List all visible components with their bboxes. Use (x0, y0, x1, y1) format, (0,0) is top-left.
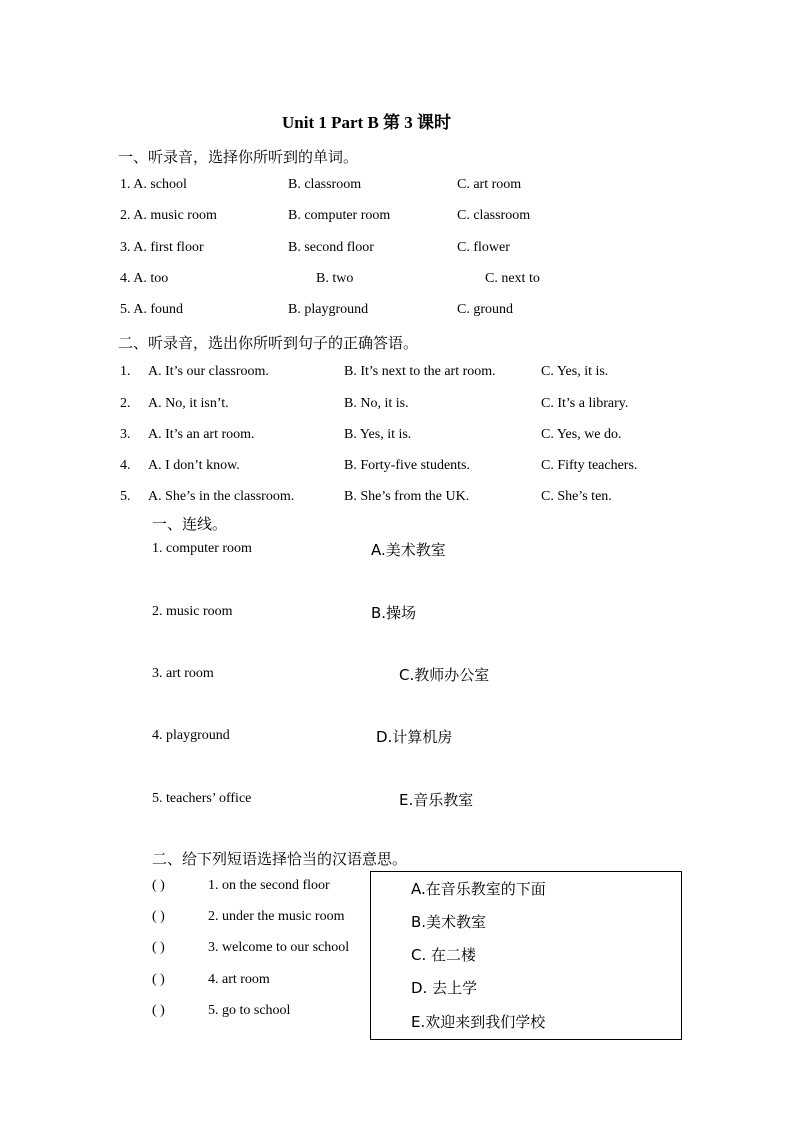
match-left-4: 4. playground (152, 728, 230, 743)
match-right-e: E.音乐教室 (399, 791, 474, 809)
s2-q2-option-a: A. No, it isn’t. (148, 396, 229, 411)
phrase-1: 1. on the second floor (208, 878, 330, 893)
s2-q3-option-c: C. Yes, we do. (541, 427, 622, 442)
s2-q5-option-b: B. She’s from the UK. (344, 489, 470, 504)
s1-q5-option-b: B. playground (288, 302, 369, 317)
s1-q2-option-b: B. computer room (288, 208, 391, 223)
option-d: D. 去上学 (411, 979, 478, 997)
answer-bracket-4: ( ) (152, 972, 165, 987)
s2-q1-number: 1. (120, 364, 131, 379)
s2-q3-option-a: A. It’s an art room. (148, 427, 255, 442)
s2-q1-option-b: B. It’s next to the art room. (344, 364, 496, 379)
phrase-3: 3. welcome to our school (208, 940, 350, 955)
s1-q1-option-b: B. classroom (288, 177, 362, 192)
option-e: E.欢迎来到我们学校 (411, 1013, 546, 1031)
s1-q3-option-b: B. second floor (288, 240, 374, 255)
s1-q3-option-c: C. flower (457, 240, 510, 255)
phrase-5: 5. go to school (208, 1003, 291, 1018)
phrase-4: 4. art room (208, 972, 270, 987)
s1-q2-option-c: C. classroom (457, 208, 531, 223)
page-title: Unit 1 Part B 第 3 课时 (282, 113, 452, 132)
section1-heading: 一、听录音，选择你所听到的单词。 (118, 148, 359, 166)
s2-q3-number: 3. (120, 427, 131, 442)
s2-q5-number: 5. (120, 489, 131, 504)
match-left-2: 2. music room (152, 604, 233, 619)
s1-q1-option-c: C. art room (457, 177, 522, 192)
s1-q3-option-a: 3. A. first floor (120, 240, 204, 255)
match-right-b: B.操场 (371, 604, 417, 622)
s2-q4-option-b: B. Forty-five students. (344, 458, 470, 473)
option-c: C. 在二楼 (411, 946, 477, 964)
match-left-3: 3. art room (152, 666, 214, 681)
match-right-a: A.美术教室 (371, 541, 446, 559)
s1-q4-option-b: B. two (316, 271, 354, 286)
s2-q2-option-b: B. No, it is. (344, 396, 409, 411)
section2-heading: 二、听录音，选出你所听到句子的正确答语。 (118, 334, 419, 352)
match-left-5: 5. teachers’ office (152, 791, 252, 806)
answer-bracket-5: ( ) (152, 1003, 165, 1018)
s2-q4-option-c: C. Fifty teachers. (541, 458, 638, 473)
s1-q4-option-a: 4. A. too (120, 271, 169, 286)
s2-q4-number: 4. (120, 458, 131, 473)
s2-q2-option-c: C. It’s a library. (541, 396, 629, 411)
s2-q5-option-c: C. She’s ten. (541, 489, 612, 504)
s1-q5-option-c: C. ground (457, 302, 513, 317)
section3-heading: 一、连线。 (152, 515, 228, 533)
answer-bracket-1: ( ) (152, 878, 165, 893)
s2-q3-option-b: B. Yes, it is. (344, 427, 412, 442)
s2-q2-number: 2. (120, 396, 131, 411)
s1-q1-option-a: 1. A. school (120, 177, 187, 192)
s2-q1-option-c: C. Yes, it is. (541, 364, 609, 379)
option-b: B.美术教室 (411, 913, 487, 931)
s1-q4-option-c: C. next to (485, 271, 540, 286)
match-right-c: C.教师办公室 (399, 666, 490, 684)
match-left-1: 1. computer room (152, 541, 252, 556)
section4-heading: 二、给下列短语选择恰当的汉语意思。 (152, 850, 408, 868)
option-a: A.在音乐教室的下面 (411, 880, 546, 898)
s2-q1-option-a: A. It’s our classroom. (148, 364, 269, 379)
s1-q2-option-a: 2. A. music room (120, 208, 217, 223)
match-right-d: D.计算机房 (376, 728, 453, 746)
s2-q4-option-a: A. I don’t know. (148, 458, 240, 473)
answer-bracket-2: ( ) (152, 909, 165, 924)
s2-q5-option-a: A. She’s in the classroom. (148, 489, 295, 504)
answer-bracket-3: ( ) (152, 940, 165, 955)
s1-q5-option-a: 5. A. found (120, 302, 183, 317)
phrase-2: 2. under the music room (208, 909, 345, 924)
